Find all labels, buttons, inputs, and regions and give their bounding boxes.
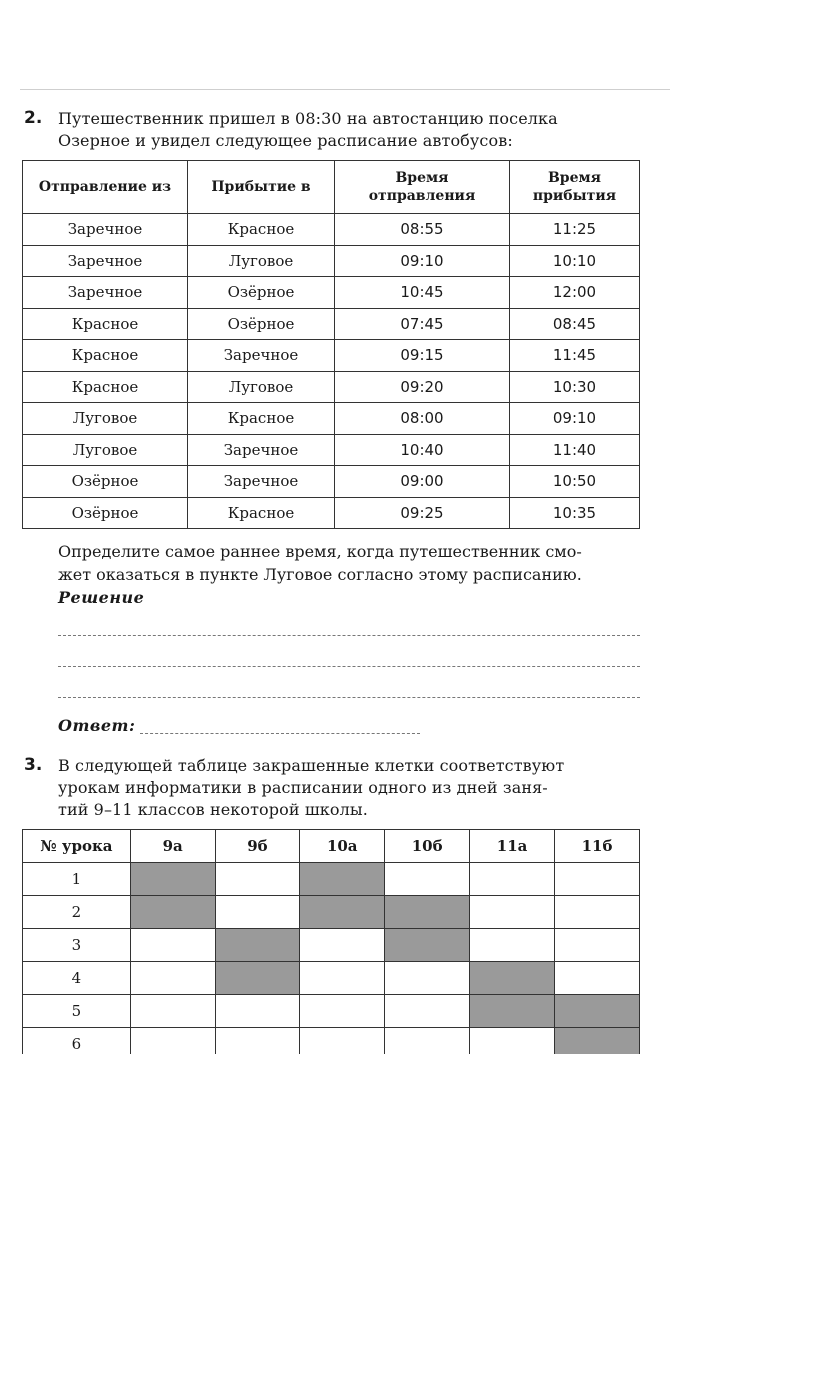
bus-table-row — [23, 497, 640, 529]
cell-arrival-to: Заречное — [188, 466, 335, 498]
cell-arrival-to: Луговое — [188, 371, 335, 403]
page-bottom-blank — [0, 1054, 816, 1388]
cell-departure-from: Красное — [23, 340, 188, 372]
lesson-cell-empty — [470, 863, 555, 896]
task-3-text-line: В следующей таблице закрашенные клетки соответствуют — [58, 756, 565, 775]
lesson-cell-filled — [385, 896, 470, 929]
cell-arrival-to: Заречное — [188, 434, 335, 466]
solution-label: Решение — [58, 588, 145, 607]
cell-arrival-to: Красное — [188, 403, 335, 435]
lesson-cell-empty — [555, 863, 640, 896]
bus-table-row — [23, 466, 640, 498]
cell-departure-from: Красное — [23, 371, 188, 403]
task-3-text — [58, 755, 645, 821]
cell-arrival-time: 10:50 — [510, 466, 640, 498]
cell-arrival-time: 10:10 — [510, 245, 640, 277]
cell-arrival-time: 09:10 — [510, 403, 640, 435]
lesson-cell-filled — [385, 929, 470, 962]
task-3-text-line: урокам информатики в расписании одного из дней заня- — [58, 778, 548, 797]
lesson-number: 5 — [23, 995, 131, 1028]
header-arrival-to: Прибытие в — [188, 161, 335, 214]
lesson-number: 1 — [23, 863, 131, 896]
lesson-row — [23, 962, 640, 995]
lesson-cell-empty — [215, 995, 300, 1028]
lesson-number: 4 — [23, 962, 131, 995]
top-divider — [20, 89, 670, 90]
cell-arrival-time: 12:00 — [510, 277, 640, 309]
cell-departure-time: 08:00 — [335, 403, 510, 435]
cell-departure-time: 09:20 — [335, 371, 510, 403]
header-departure-time — [335, 161, 510, 214]
cell-departure-from: Луговое — [23, 434, 188, 466]
cell-arrival-to: Красное — [188, 497, 335, 529]
lesson-cell-filled — [215, 929, 300, 962]
lesson-cell-empty — [555, 962, 640, 995]
lesson-cell-filled — [300, 863, 385, 896]
lesson-cell-filled — [215, 962, 300, 995]
answer-label: Ответ: — [58, 716, 136, 735]
header-departure-time-label: Время отправления — [368, 170, 476, 204]
header-class: 9б — [215, 830, 300, 863]
cell-arrival-to: Луговое — [188, 245, 335, 277]
lesson-cell-filled — [300, 896, 385, 929]
lesson-cell-empty — [300, 962, 385, 995]
lesson-cell-empty — [385, 995, 470, 1028]
lesson-number: 2 — [23, 896, 131, 929]
lesson-cell-empty — [300, 929, 385, 962]
bus-table-row — [23, 277, 640, 309]
lesson-row — [23, 896, 640, 929]
bus-table-row — [23, 434, 640, 466]
lesson-cell-filled — [555, 995, 640, 1028]
cell-arrival-time: 08:45 — [510, 308, 640, 340]
cell-arrival-time: 11:45 — [510, 340, 640, 372]
cell-departure-from: Заречное — [23, 214, 188, 246]
header-arrival-time — [510, 161, 640, 214]
header-class: 10а — [300, 830, 385, 863]
lesson-cell-empty — [130, 995, 215, 1028]
lesson-cell-filled — [470, 995, 555, 1028]
header-class: 10б — [385, 830, 470, 863]
lesson-cell-empty — [470, 896, 555, 929]
question-line: жет оказаться в пункте Луговое согласно этому расписанию. — [58, 565, 582, 584]
cell-arrival-time: 10:30 — [510, 371, 640, 403]
cell-departure-time: 10:45 — [335, 277, 510, 309]
cell-arrival-to: Озёрное — [188, 277, 335, 309]
task-3 — [20, 755, 645, 821]
lesson-cell-empty — [385, 863, 470, 896]
task-3-number: 3. — [24, 755, 43, 775]
lesson-cell-filled — [470, 962, 555, 995]
bus-table-row — [23, 245, 640, 277]
lesson-cell-empty — [130, 962, 215, 995]
bus-table-header-row — [23, 161, 640, 214]
lesson-row — [23, 863, 640, 896]
cell-departure-time: 09:25 — [335, 497, 510, 529]
bus-table-row — [23, 403, 640, 435]
lesson-cell-empty — [215, 896, 300, 929]
solution-line[interactable] — [58, 697, 640, 698]
bus-table-row — [23, 214, 640, 246]
bus-table-row — [23, 340, 640, 372]
lesson-cell-empty — [215, 863, 300, 896]
header-class: 11а — [470, 830, 555, 863]
task-2-question — [58, 540, 640, 586]
bus-schedule-table — [22, 160, 640, 529]
cell-departure-time: 09:15 — [335, 340, 510, 372]
cell-departure-from: Заречное — [23, 277, 188, 309]
lesson-cell-empty — [555, 896, 640, 929]
solution-line[interactable] — [58, 635, 640, 636]
answer-line[interactable] — [140, 733, 420, 734]
cell-departure-time: 07:45 — [335, 308, 510, 340]
task-2-number: 2. — [24, 108, 43, 128]
lesson-cell-empty — [470, 929, 555, 962]
cell-arrival-to: Красное — [188, 214, 335, 246]
cell-departure-time: 09:00 — [335, 466, 510, 498]
informatics-lessons-table — [22, 829, 640, 1061]
task-2 — [20, 108, 645, 152]
bus-table-row — [23, 371, 640, 403]
cell-arrival-to: Заречное — [188, 340, 335, 372]
task-2-text-line: Озерное и увидел следующее расписание автобусов: — [58, 131, 513, 150]
lesson-cell-filled — [130, 863, 215, 896]
cell-departure-from: Озёрное — [23, 466, 188, 498]
cell-departure-time: 10:40 — [335, 434, 510, 466]
lesson-row — [23, 929, 640, 962]
lesson-cell-empty — [555, 929, 640, 962]
lesson-cell-empty — [130, 929, 215, 962]
cell-departure-from: Красное — [23, 308, 188, 340]
cell-departure-time: 08:55 — [335, 214, 510, 246]
header-class: 9а — [130, 830, 215, 863]
header-lesson-number: № урока — [23, 830, 131, 863]
lesson-cell-empty — [385, 962, 470, 995]
task-2-text — [58, 108, 645, 152]
solution-line[interactable] — [58, 666, 640, 667]
lesson-row — [23, 995, 640, 1028]
info-table-header-row — [23, 830, 640, 863]
cell-departure-time: 09:10 — [335, 245, 510, 277]
header-arrival-time-label: Время прибытия — [532, 170, 617, 204]
cell-arrival-time: 10:35 — [510, 497, 640, 529]
cell-departure-from: Озёрное — [23, 497, 188, 529]
cell-arrival-to: Озёрное — [188, 308, 335, 340]
lesson-number: 6 — [23, 1028, 131, 1061]
cell-arrival-time: 11:25 — [510, 214, 640, 246]
lesson-cell-filled — [130, 896, 215, 929]
cell-arrival-time: 11:40 — [510, 434, 640, 466]
lesson-cell-empty — [300, 995, 385, 1028]
header-departure-from: Отправление из — [23, 161, 188, 214]
lesson-number: 3 — [23, 929, 131, 962]
question-line: Определите самое раннее время, когда путешественник смо- — [58, 542, 582, 561]
cell-departure-from: Луговое — [23, 403, 188, 435]
task-3-text-line: тий 9–11 классов некоторой школы. — [58, 800, 368, 819]
task-2-text-line: Путешественник пришел в 08:30 на автостанцию поселка — [58, 109, 558, 128]
bus-table-row — [23, 308, 640, 340]
header-class: 11б — [555, 830, 640, 863]
cell-departure-from: Заречное — [23, 245, 188, 277]
